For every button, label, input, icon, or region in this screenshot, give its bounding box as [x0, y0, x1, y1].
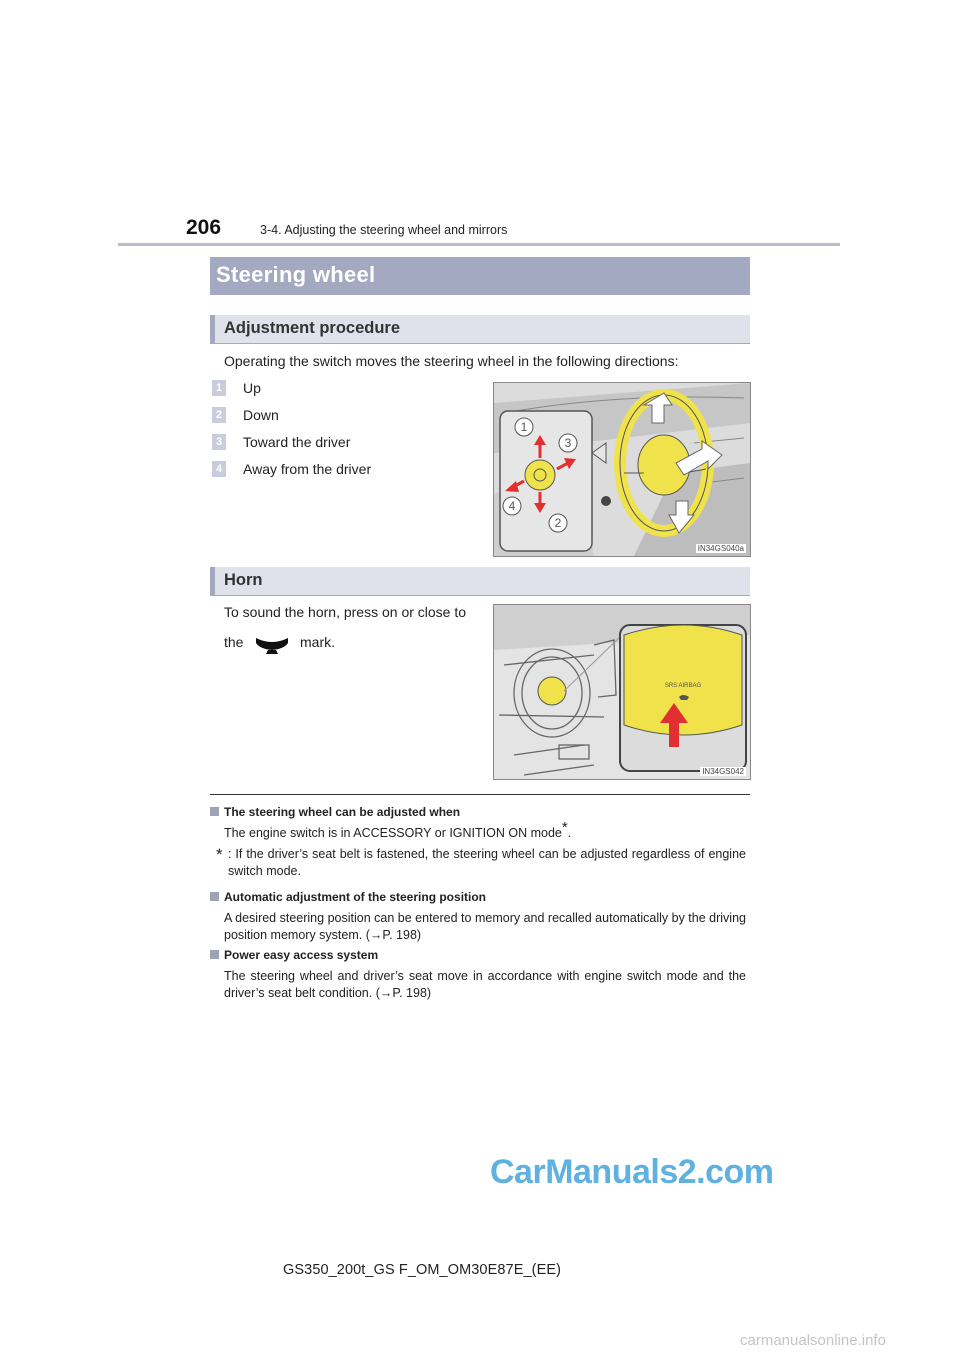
steering-adjust-figure — [493, 382, 751, 557]
item-number: 2 — [212, 407, 226, 423]
header-rule — [118, 243, 840, 246]
callout-2: 2 — [554, 516, 562, 530]
horn-text-mark: mark. — [300, 634, 335, 650]
adjustment-heading-bar — [210, 315, 750, 344]
square-bullet-icon — [210, 807, 219, 816]
figure-code: IN34GS040a — [697, 544, 744, 553]
item-number: 4 — [212, 461, 226, 477]
item-number: 3 — [212, 434, 226, 450]
footnote-text: : If the driver’s seat belt is fastened, the steering wheel can be adjusted regardless of engine switch mode. — [228, 847, 746, 878]
note-heading-easy-access — [210, 948, 378, 962]
horn-figure — [493, 604, 751, 780]
horn-heading-bar — [210, 567, 750, 596]
horn-icon — [254, 634, 290, 654]
footer-site-link[interactable]: carmanualsonline.info — [740, 1332, 886, 1349]
page-title-bar — [210, 257, 750, 295]
page-number: 206 — [186, 216, 222, 239]
square-bullet-icon — [210, 950, 219, 959]
page-title: Steering wheel — [216, 262, 376, 287]
item-label: Away from the driver — [243, 461, 372, 477]
note-footnote: * : If the driver’s seat belt is fastened, the steering wheel can be adjusted regardless of engine switch mode. — [216, 845, 746, 878]
figure-code: IN34GS042 — [702, 767, 744, 776]
adjustment-heading: Adjustment procedure — [224, 319, 401, 337]
note-text-easy-access: The steering wheel and driver’s seat move in accordance with engine switch mode and the driver’s seat belt condition. (→P. 198) — [224, 969, 746, 1000]
model-code: GS350_200t_GS F_OM_OM30E87E_(EE) — [283, 1262, 562, 1278]
section-title: 3-4. Adjusting the steering wheel and mirrors — [260, 223, 508, 237]
note-text-adjust-when: The engine switch is in ACCESSORY or IGNITION ON mode*. — [224, 818, 572, 840]
steering-adjust-illustration — [494, 383, 750, 556]
item-label: Up — [243, 380, 261, 396]
note-text-automatic: A desired steering position can be entered to memory and recalled automatically by the driving position memory system. (→P. 198) — [224, 911, 746, 942]
note-heading-adjust-when — [210, 805, 460, 819]
item-label: Down — [243, 407, 279, 423]
horn-illustration — [494, 605, 750, 779]
note-heading-text: Power easy access system — [224, 948, 379, 962]
note-heading-text: Automatic adjustment of the steering position — [224, 890, 487, 904]
item-number: 1 — [212, 380, 226, 396]
callout-4: 4 — [508, 499, 516, 513]
horn-heading: Horn — [224, 571, 263, 589]
callout-3: 3 — [564, 436, 572, 450]
adjustment-intro: Operating the switch moves the steering wheel in the following directions: — [224, 353, 679, 369]
horn-text-the: the — [224, 634, 244, 650]
watermark: CarManuals2.com — [490, 1153, 774, 1191]
horn-text-line1: To sound the horn, press on or close to — [224, 604, 467, 620]
item-label: Toward the driver — [243, 434, 351, 450]
square-bullet-icon — [210, 892, 219, 901]
notes-divider — [210, 794, 750, 795]
note-heading-automatic — [210, 890, 486, 904]
note-heading-text: The steering wheel can be adjusted when — [224, 805, 461, 819]
airbag-label: SRS AIRBAG — [664, 683, 702, 689]
note-body: The engine switch is in ACCESSORY or IGNITION ON mode — [224, 826, 562, 840]
callout-1: 1 — [520, 420, 528, 434]
